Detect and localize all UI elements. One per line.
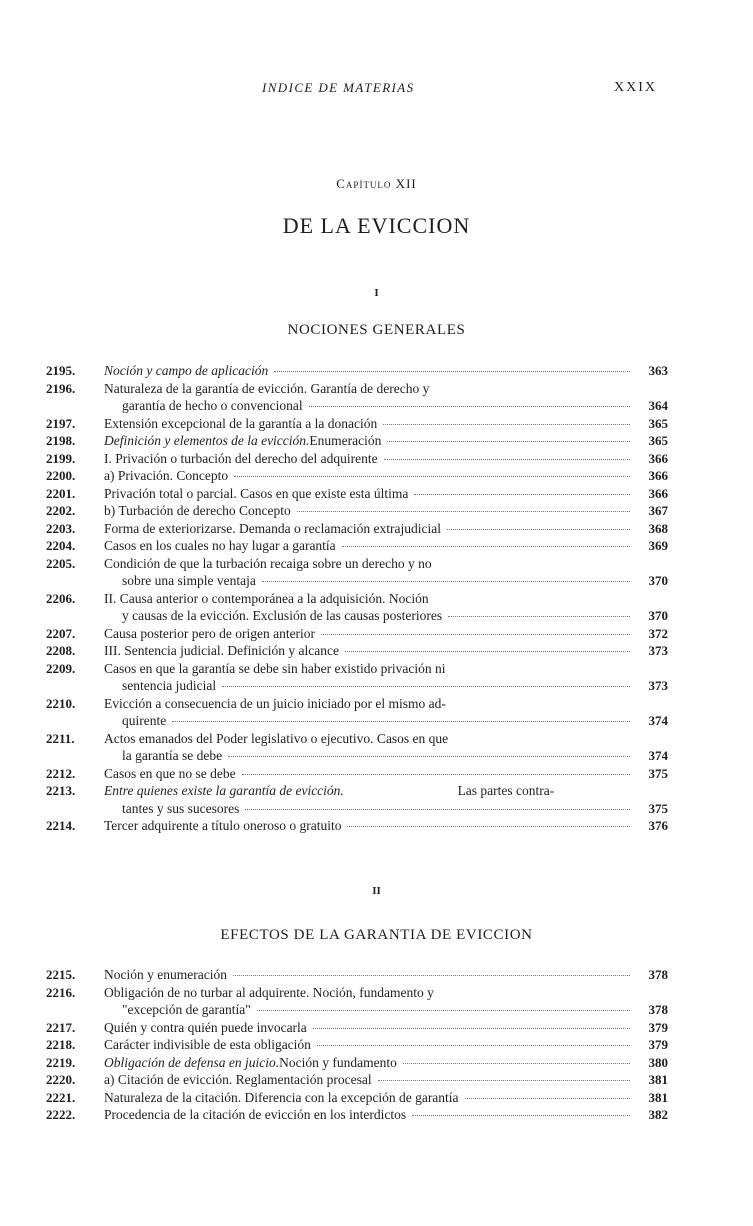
entry-text-suffix: Las partes contra-	[457, 783, 555, 798]
dot-leader	[378, 1080, 630, 1081]
entry-line	[104, 1071, 668, 1089]
dot-leader	[222, 686, 630, 687]
toc-entry	[46, 660, 668, 695]
toc-entry	[46, 502, 668, 520]
entry-page: 369	[648, 538, 668, 553]
entry-number: 2204.	[46, 538, 76, 553]
entry-line	[104, 415, 668, 433]
toc-entry	[46, 765, 668, 783]
entry-line	[104, 1019, 668, 1037]
entry-page: 378	[648, 1002, 668, 1017]
entry-text: tantes y sus sucesores	[122, 800, 240, 816]
entry-text: Casos en que no se debe	[104, 765, 236, 781]
entry-page: 381	[648, 1072, 668, 1087]
entry-page: 378	[648, 967, 668, 982]
entry-number: 2197.	[46, 415, 76, 431]
entry-line	[104, 1054, 668, 1072]
toc-entry	[46, 1036, 668, 1054]
toc-entry	[46, 1071, 668, 1089]
entry-text: Casos en los cuales no hay lugar a garantía	[104, 538, 336, 553]
entry-line	[104, 765, 668, 783]
dot-leader	[447, 529, 630, 530]
dot-leader	[234, 476, 630, 477]
entry-line	[104, 590, 668, 608]
dot-leader	[347, 826, 630, 827]
entry-line	[122, 712, 668, 730]
section-title: EFECTOS DE LA GARANTIA DE EVICCION	[220, 927, 533, 943]
entry-text: II. Causa anterior o contemporánea a la adquisición. Noción	[104, 590, 429, 606]
entry-line	[104, 555, 668, 573]
entry-line	[104, 695, 668, 713]
entry-line	[122, 800, 668, 818]
entry-line	[104, 660, 668, 678]
entry-number: 2199.	[46, 450, 76, 466]
entry-line	[104, 817, 668, 835]
entry-line	[104, 485, 668, 503]
entry-number: 2214.	[46, 818, 76, 833]
toc-entry	[46, 984, 668, 1019]
running-head	[0, 80, 753, 100]
entry-line	[104, 1036, 668, 1054]
toc-entry	[46, 730, 668, 765]
entry-line	[104, 432, 668, 450]
entry-page: 370	[648, 573, 668, 588]
toc-entry	[46, 485, 668, 503]
entry-line	[122, 1001, 668, 1019]
dot-leader	[242, 774, 630, 775]
toc-entry	[46, 782, 668, 817]
dot-leader	[383, 424, 630, 425]
entry-page: 364	[648, 398, 668, 413]
entry-line	[104, 502, 668, 520]
entry-text: sobre una simple ventaja	[122, 573, 256, 588]
entry-text: Privación total o parcial. Casos en que existe esta última	[104, 485, 409, 501]
entry-number: 2211.	[46, 730, 75, 746]
entry-page: 366	[648, 450, 668, 466]
entry-page: 365	[648, 433, 668, 448]
entry-number: 2205.	[46, 555, 76, 571]
entry-line	[104, 1106, 668, 1124]
toc-entry	[46, 415, 668, 433]
entry-number: 2195.	[46, 363, 76, 378]
entry-line	[104, 625, 668, 643]
entry-line	[104, 1089, 668, 1107]
entry-list	[46, 966, 668, 1124]
entry-text: "excepción de garantía"	[122, 1002, 251, 1017]
toc-entry	[46, 625, 668, 643]
toc-entry	[46, 537, 668, 555]
entry-page: 379	[648, 1019, 668, 1035]
toc-entry	[46, 590, 668, 625]
toc-entry	[46, 642, 668, 660]
entry-list	[46, 362, 668, 835]
entry-line	[104, 520, 668, 538]
entry-page: 376	[648, 818, 668, 833]
dot-leader	[274, 371, 630, 372]
entry-number: 2210.	[46, 695, 76, 711]
entry-text: Entre quienes existe la garantía de evicción.	[104, 783, 344, 798]
entry-page: 382	[648, 1107, 668, 1122]
entry-page: 366	[648, 485, 668, 501]
dot-leader	[233, 975, 630, 976]
entry-text: Naturaleza de la garantía de evicción. Garantía de derecho y	[104, 380, 430, 396]
toc-entry	[46, 817, 668, 835]
entry-line	[104, 642, 668, 660]
entry-line	[122, 607, 668, 625]
dot-leader	[172, 721, 630, 722]
section-number: II	[372, 885, 381, 897]
entry-text: Quién y contra quién puede invocarla	[104, 1019, 307, 1035]
entry-page: 381	[648, 1089, 668, 1105]
entry-number: 2221.	[46, 1089, 76, 1105]
entry-page: 374	[648, 713, 668, 728]
entry-page: 373	[648, 643, 668, 658]
entry-line	[122, 572, 668, 590]
entry-text: sentencia judicial	[122, 678, 217, 693]
entry-line	[104, 450, 668, 468]
toc-entry	[46, 1054, 668, 1072]
entry-text: Procedencia de la citación de evicción en los interdictos	[104, 1107, 407, 1122]
entry-text: Actos emanados del Poder legislativo o ejecutivo. Casos en que	[104, 730, 449, 746]
entry-page: 375	[648, 765, 668, 781]
entry-number: 2202.	[46, 503, 76, 518]
entry-number: 2206.	[46, 590, 76, 606]
entry-page: 370	[648, 608, 668, 623]
entry-text: la garantía se debe	[122, 748, 223, 763]
entry-page: 373	[648, 678, 668, 693]
entry-text: a) Privación. Concepto	[104, 468, 229, 483]
entry-number: 2218.	[46, 1037, 76, 1052]
dot-leader	[345, 651, 630, 652]
entry-number: 2220.	[46, 1072, 76, 1087]
dot-leader	[384, 459, 630, 460]
entry-number: 2209.	[46, 660, 76, 676]
entry-line	[122, 397, 668, 415]
entry-text: b) Turbación de derecho Concepto	[104, 503, 291, 518]
entry-number: 2200.	[46, 468, 76, 483]
entry-page: 366	[648, 468, 668, 483]
entry-text: Evicción a consecuencia de un juicio iniciado por el mismo ad-	[104, 695, 446, 711]
dot-leader	[321, 634, 630, 635]
entry-number: 2196.	[46, 380, 76, 396]
toc-entry	[46, 555, 668, 590]
entry-line	[104, 467, 668, 485]
entry-number: 2208.	[46, 643, 76, 658]
entry-text: Extensión excepcional de la garantía a la donación	[104, 415, 378, 431]
page-number: XXIX	[614, 80, 657, 95]
dot-leader	[403, 1063, 630, 1064]
chapter-label: Capítulo XII	[336, 176, 417, 191]
entry-page: 379	[648, 1037, 668, 1052]
entry-text: y causas de la evicción. Exclusión de las causas posteriores	[122, 608, 443, 623]
dot-leader	[309, 406, 630, 407]
entry-line	[104, 380, 668, 398]
entry-number: 2219.	[46, 1054, 76, 1070]
entry-number: 2212.	[46, 765, 76, 781]
entry-text: a) Citación de evicción. Reglamentación procesal	[104, 1072, 372, 1087]
toc-entry	[46, 520, 668, 538]
dot-leader	[387, 441, 630, 442]
entry-text: Obligación de no turbar al adquirente. Noción, fundamento y	[104, 984, 434, 1000]
entry-page: 367	[648, 503, 668, 518]
entry-text-suffix: Noción y fundamento	[279, 1054, 397, 1070]
entry-text: Noción y campo de aplicación	[104, 363, 269, 378]
entry-text: III. Sentencia judicial. Definición y alcance	[104, 643, 340, 658]
entry-text: Carácter indivisible de esta obligación	[104, 1037, 311, 1052]
entry-text: Forma de exteriorizarse. Demanda o reclamación extrajudicial	[104, 520, 441, 536]
entry-number: 2198.	[46, 433, 76, 448]
dot-leader	[257, 1010, 630, 1011]
toc-entry	[46, 432, 668, 450]
entry-text: Naturaleza de la citación. Diferencia con la excepción de garantía	[104, 1089, 459, 1105]
running-title: INDICE DE MATERIAS	[262, 80, 415, 95]
toc-entry	[46, 966, 668, 984]
toc-entry	[46, 1019, 668, 1037]
entry-page: 372	[648, 625, 668, 641]
toc-entry	[46, 380, 668, 415]
toc-entry	[46, 467, 668, 485]
entry-text: Casos en que la garantía se debe sin haber existido privación ni	[104, 660, 446, 676]
dot-leader	[297, 511, 630, 512]
entry-text: Tercer adquirente a título oneroso o gratuito	[104, 818, 342, 833]
entry-number: 2222.	[46, 1107, 76, 1122]
entry-page: 374	[648, 748, 668, 763]
dot-leader	[448, 616, 630, 617]
entry-line	[104, 782, 668, 800]
toc-entry	[46, 695, 668, 730]
entry-number: 2207.	[46, 625, 76, 641]
entry-number: 2217.	[46, 1019, 76, 1035]
toc-entry	[46, 362, 668, 380]
toc-entry	[46, 1106, 668, 1124]
dot-leader	[342, 546, 630, 547]
entry-line	[122, 747, 668, 765]
section-title: NOCIONES GENERALES	[287, 322, 466, 338]
dot-leader	[262, 581, 630, 582]
entry-line	[104, 966, 668, 984]
entry-text: I. Privación o turbación del derecho del adquirente	[104, 450, 378, 466]
entry-line	[122, 677, 668, 695]
entry-page: 375	[648, 800, 668, 816]
entry-text: Noción y enumeración	[104, 967, 227, 982]
entry-line	[104, 730, 668, 748]
entry-page: 380	[648, 1054, 668, 1070]
entry-number: 2203.	[46, 520, 76, 536]
entry-text-suffix: Enumeración	[309, 433, 382, 448]
entry-text: garantía de hecho o convencional	[122, 398, 303, 413]
dot-leader	[317, 1045, 630, 1046]
dot-leader	[245, 809, 630, 810]
dot-leader	[465, 1098, 630, 1099]
toc-entry	[46, 450, 668, 468]
dot-leader	[228, 756, 630, 757]
entry-page: 368	[648, 520, 668, 536]
chapter-title: DE LA EVICCION	[282, 213, 471, 238]
dot-leader	[412, 1115, 630, 1116]
entry-number: 2216.	[46, 984, 76, 1000]
entry-text: Definición y elementos de la evicción.	[104, 433, 310, 448]
entry-line	[104, 537, 668, 555]
entry-text: Causa posterior pero de origen anterior	[104, 625, 316, 641]
entry-line	[104, 362, 668, 380]
entry-text: Obligación de defensa en juicio.	[104, 1054, 280, 1070]
section-number: I	[374, 287, 379, 299]
entry-text: quirente	[122, 713, 167, 728]
entry-text: Condición de que la turbación recaiga sobre un derecho y no	[104, 555, 432, 571]
dot-leader	[414, 494, 630, 495]
entry-number: 2213.	[46, 783, 76, 798]
entry-page: 363	[648, 363, 668, 378]
entry-page: 365	[648, 415, 668, 431]
dot-leader	[313, 1028, 630, 1029]
entry-number: 2201.	[46, 485, 76, 501]
entry-line	[104, 984, 668, 1002]
toc-entry	[46, 1089, 668, 1107]
entry-number: 2215.	[46, 967, 76, 982]
